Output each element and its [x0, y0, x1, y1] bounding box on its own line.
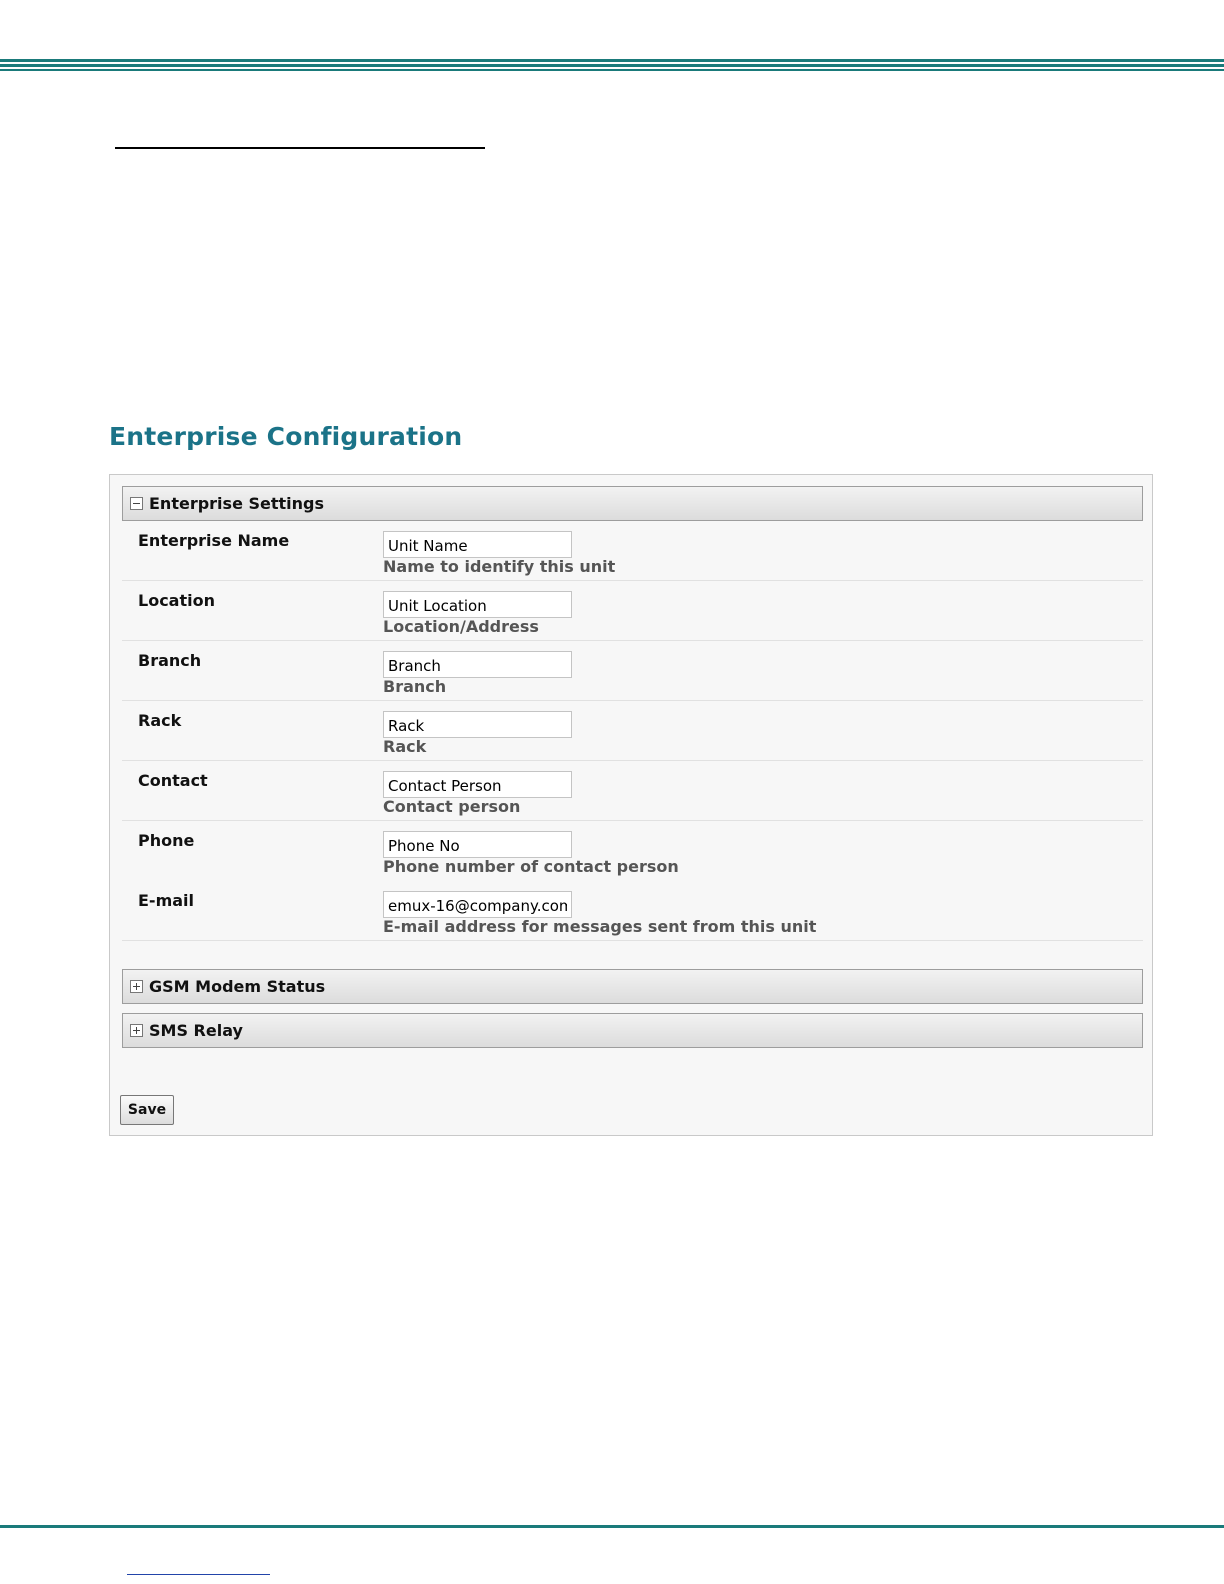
enterprise-name-input[interactable]	[383, 531, 572, 558]
field-hint-rack: Rack	[383, 737, 427, 756]
field-row-branch	[122, 641, 1143, 701]
rack-input[interactable]	[383, 711, 572, 738]
field-row-email	[122, 881, 1143, 941]
branch-input[interactable]	[383, 651, 572, 678]
footer-link-underline	[127, 1574, 270, 1575]
section-title-sms-relay: SMS Relay	[149, 1021, 243, 1040]
enterprise-settings-body	[122, 521, 1143, 941]
field-hint-enterprise-name: Name to identify this unit	[383, 557, 616, 576]
location-input[interactable]	[383, 591, 572, 618]
field-row-rack	[122, 701, 1143, 761]
section-header-sms-relay[interactable]	[122, 1013, 1143, 1048]
field-label-rack: Rack	[138, 711, 182, 730]
save-button[interactable]: Save	[120, 1095, 174, 1125]
section-header-gsm-modem-status[interactable]	[122, 969, 1143, 1004]
page-title: Enterprise Configuration	[109, 422, 463, 451]
field-row-phone	[122, 821, 1143, 881]
expand-icon[interactable]	[130, 980, 143, 993]
header-rule-bottom	[0, 69, 1224, 71]
field-hint-email: E-mail address for messages sent from this unit	[383, 917, 817, 936]
collapse-icon[interactable]	[130, 497, 143, 510]
field-label-enterprise-name: Enterprise Name	[138, 531, 290, 550]
field-label-location: Location	[138, 591, 215, 610]
field-hint-phone: Phone number of contact person	[383, 857, 679, 876]
field-row-contact	[122, 761, 1143, 821]
field-hint-location: Location/Address	[383, 617, 539, 636]
field-hint-contact: Contact person	[383, 797, 521, 816]
row-divider	[122, 940, 1143, 941]
field-label-phone: Phone	[138, 831, 195, 850]
heading-underline	[115, 147, 485, 149]
field-row-location	[122, 581, 1143, 641]
field-hint-branch: Branch	[383, 677, 447, 696]
section-header-enterprise-settings[interactable]	[122, 486, 1143, 521]
email-input[interactable]	[383, 891, 572, 918]
field-row-enterprise-name	[122, 521, 1143, 581]
field-label-email: E-mail	[138, 891, 195, 910]
header-rule-middle	[0, 64, 1224, 67]
enterprise-config-panel	[109, 474, 1153, 1136]
phone-input[interactable]	[383, 831, 572, 858]
field-label-contact: Contact	[138, 771, 208, 790]
section-title-gsm-modem-status: GSM Modem Status	[149, 977, 326, 996]
header-rule-top	[0, 59, 1224, 62]
section-title-enterprise-settings: Enterprise Settings	[149, 494, 325, 513]
field-label-branch: Branch	[138, 651, 202, 670]
footer-rule	[0, 1525, 1224, 1528]
contact-input[interactable]	[383, 771, 572, 798]
expand-icon[interactable]	[130, 1024, 143, 1037]
